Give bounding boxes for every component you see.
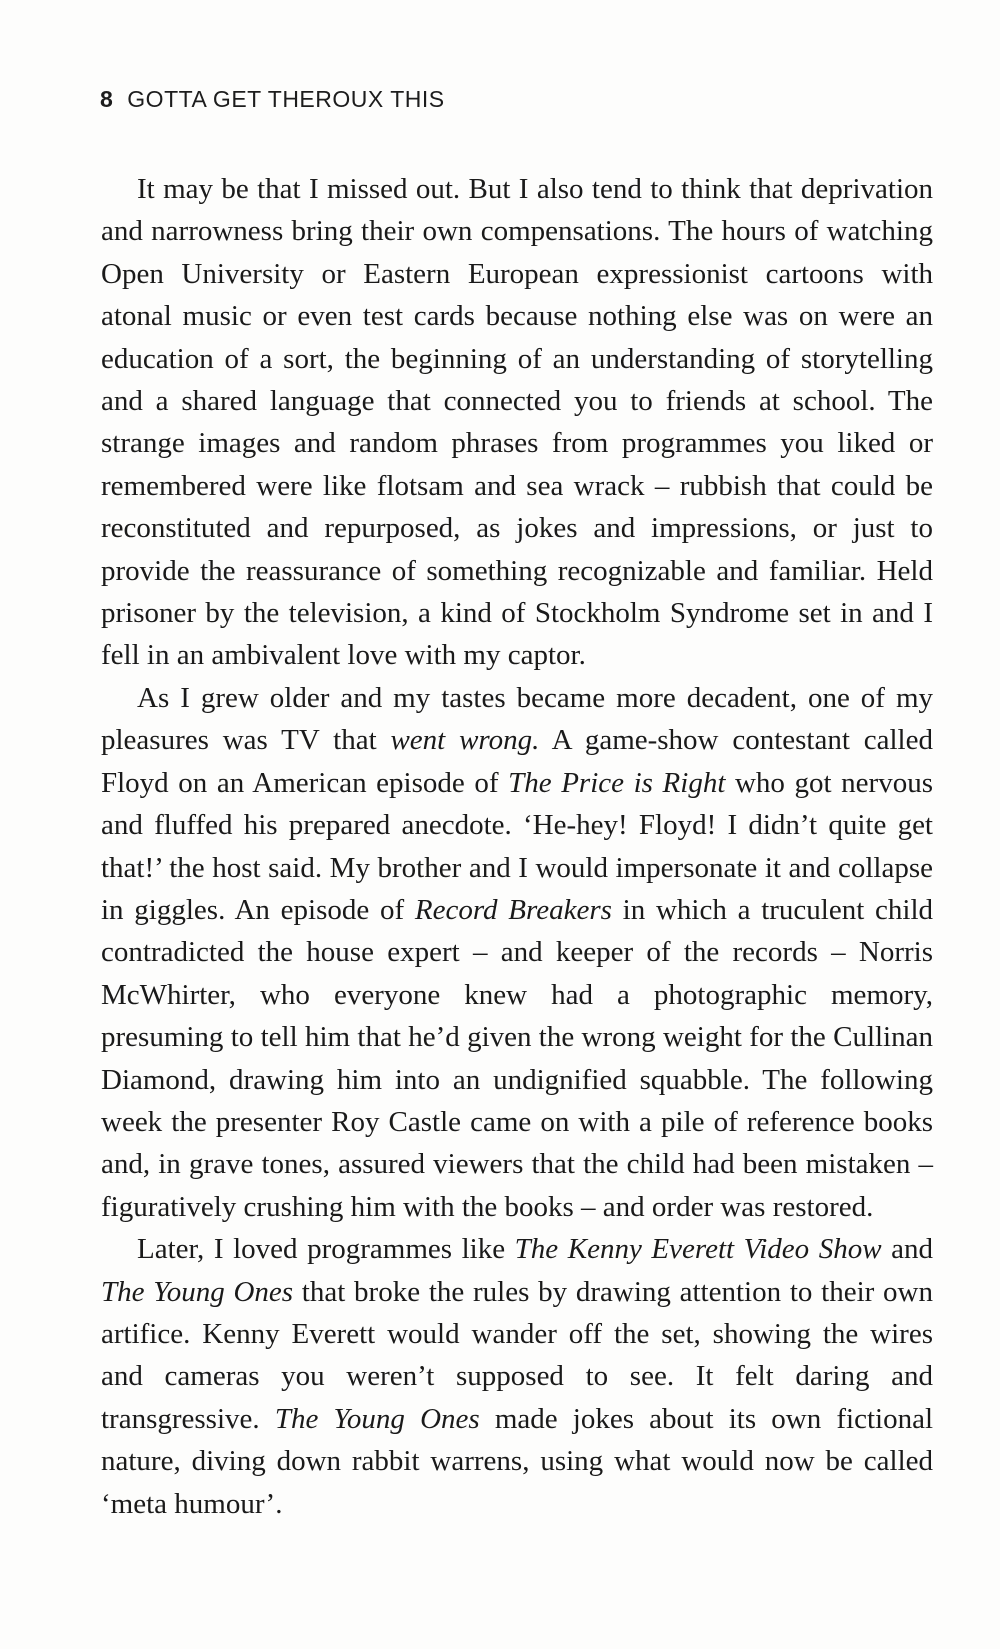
- paragraph: [101, 677, 933, 1228]
- text-run: in which a truculent child contradicted the house expert – and keeper of the records – Norris McWhirter, who everyone knew had a photographic memory, presuming to tell him that he’d given the wrong weight for the Cullinan Diamond, drawing him into an undignified squabble. The following week the presenter Roy Castle came on with a pile of reference books and, in grave tones, assured viewers that the child had been mistaken – figuratively crushing him with the books – and order was restored.: [101, 893, 934, 1223]
- paragraph: [101, 168, 933, 677]
- running-head: [100, 86, 445, 113]
- italic-text-run: The Price is Right: [508, 766, 726, 799]
- text-run: that broke the rules by drawing attention to their own artifice. Kenny Everett would wander off the set, showing the wires and cameras you weren’t supposed to see. It felt daring and transgressive.: [101, 1275, 933, 1435]
- page-number: 8: [100, 86, 114, 112]
- text-run: who got nervous and fluffed his prepared anecdote. ‘He-hey! Floyd! I didn’t quite get that!’ the host said. My brother and I would impersonate it and collapse in giggles. An episode of: [101, 766, 933, 926]
- text-run: Later, I loved programmes like: [137, 1233, 515, 1266]
- text-run: made jokes about its own fictional nature, diving down rabbit warrens, using what would now be called ‘meta humour’.: [101, 1402, 933, 1520]
- running-title: GOTTA GET THEROUX THIS: [127, 86, 445, 112]
- text-run: As I grew older and my tastes became more decadent, one of my pleasures was TV that: [101, 681, 933, 757]
- paragraph: [101, 1228, 933, 1525]
- italic-text-run: went wrong.: [390, 724, 540, 757]
- body-text: [101, 168, 933, 1525]
- italic-text-run: The Young Ones: [101, 1275, 294, 1308]
- italic-text-run: Record Breakers: [414, 893, 612, 926]
- text-run: It may be that I missed out. But I also tend to think that deprivation and narrowness bring their own compensations. The hours of watching Open University or Eastern European expressionist cartoons with atonal music or even test cards because nothing else was on were an education of a sort, the beginning of an understanding of storytelling and a shared language that connected you to friends at school. The strange images and random phrases from programmes you liked or remembered were like flotsam and sea wrack – rubbish that could be reconstituted and repurposed, as jokes and impressions, or just to provide the reassurance of something recognizable and familiar. Held prisoner by the television, a kind of Stockholm Syndrome set in and I fell in an ambivalent love with my captor.: [101, 173, 933, 672]
- italic-text-run: The Young Ones: [274, 1402, 480, 1435]
- text-run: and: [881, 1233, 933, 1266]
- italic-text-run: The Kenny Everett Video Show: [514, 1233, 882, 1266]
- text-run: A game-show contestant called Floyd on an American episode of: [101, 724, 933, 799]
